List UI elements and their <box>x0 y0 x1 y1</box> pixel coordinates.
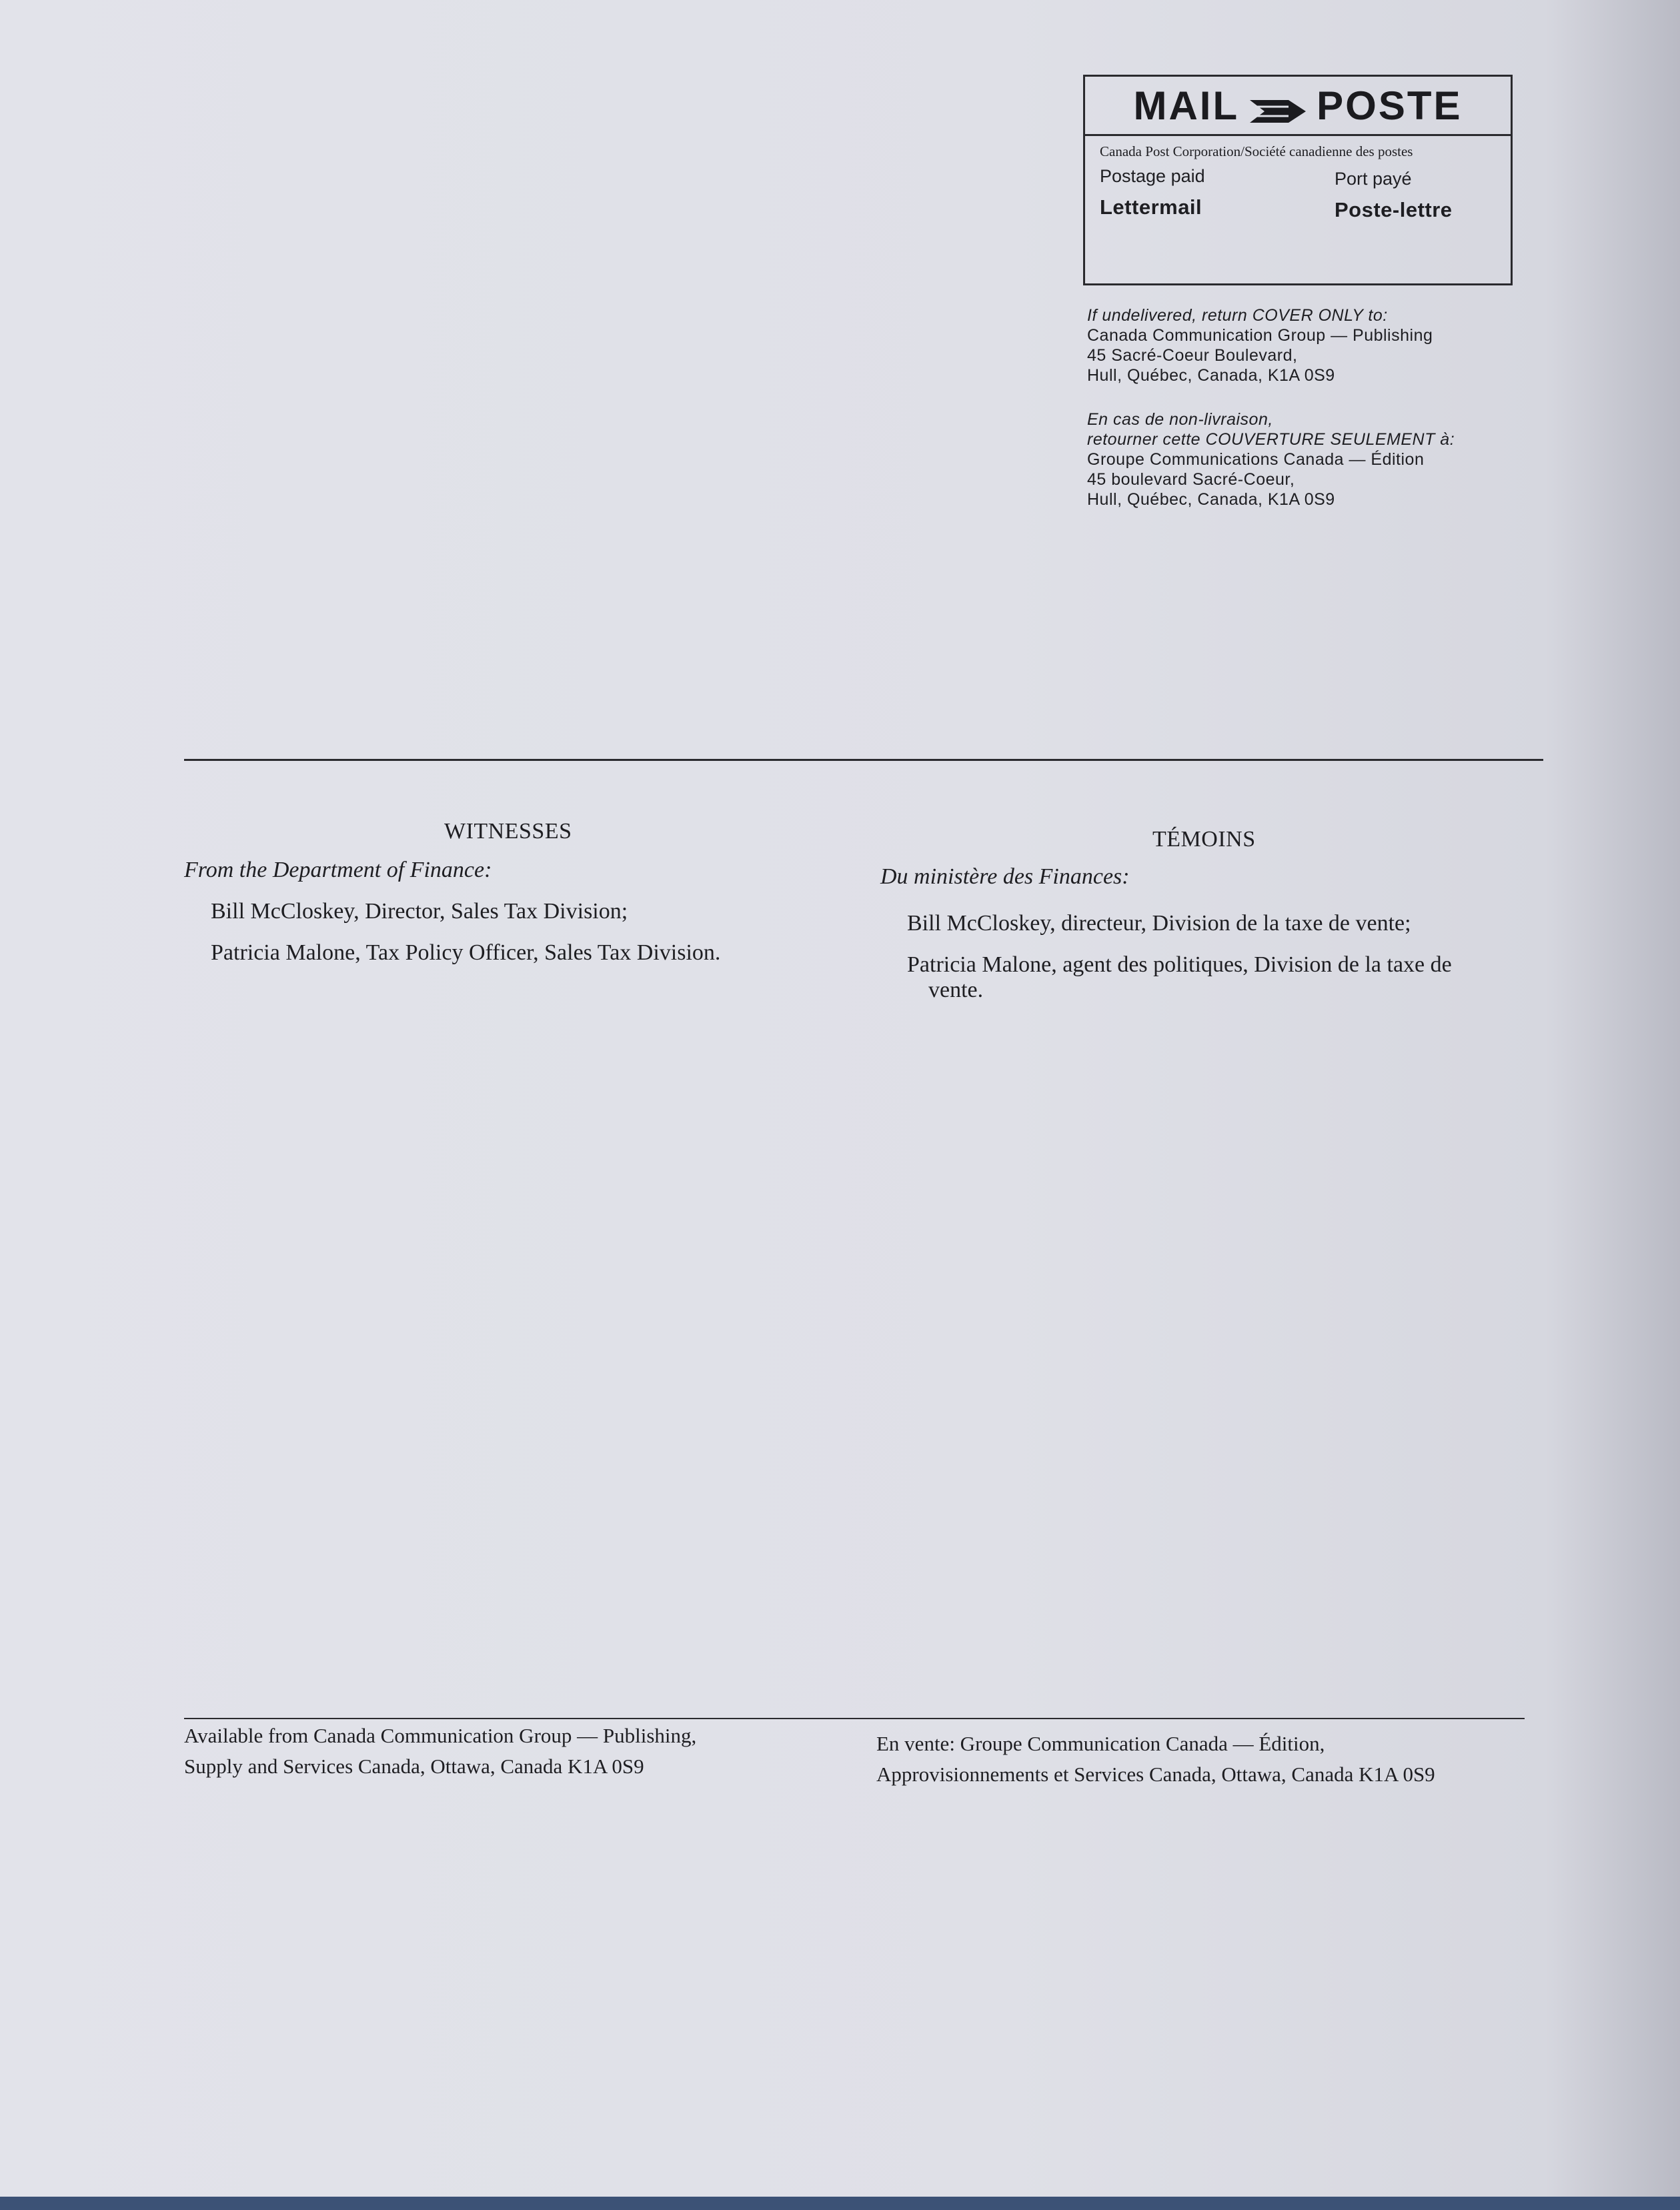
availability-line: Supply and Services Canada, Ottawa, Canada K1A 0S9 <box>184 1755 644 1778</box>
corporation-name: Canada Post Corporation/Société canadienne des postes <box>1100 143 1413 159</box>
poste-lettre-label: Poste-lettre <box>1335 198 1453 221</box>
bottom-edge-strip <box>0 2197 1680 2210</box>
lettermail-label: Lettermail <box>1100 195 1202 219</box>
postage-indicia <box>1083 75 1513 285</box>
witness-entry: Bill McCloskey, Director, Sales Tax Division; <box>211 899 628 924</box>
footer-divider <box>184 1718 1525 1719</box>
brand-poste: POSTE <box>1317 83 1463 128</box>
postage-paid-label: Postage paid <box>1100 166 1205 186</box>
availability-french <box>876 1729 1435 1790</box>
availability-english <box>184 1721 696 1782</box>
return-line: Groupe Communications Canada — Édition <box>1087 450 1425 469</box>
return-line: 45 boulevard Sacré-Coeur, <box>1087 470 1295 489</box>
witnesses-heading: WITNESSES <box>444 819 572 844</box>
return-address-english <box>1087 305 1433 385</box>
availability-line: En vente: Groupe Communication Canada — Édition, <box>876 1732 1325 1755</box>
return-instruction: If undelivered, return COVER ONLY to: <box>1087 306 1388 325</box>
return-instruction: En cas de non-livraison, <box>1087 410 1273 429</box>
temoin-entry: Bill McCloskey, directeur, Division de la taxe de vente; <box>907 911 1411 936</box>
temoins-heading: TÉMOINS <box>1152 827 1256 852</box>
mail-poste-banner <box>1085 77 1511 136</box>
port-paye-label: Port payé <box>1335 169 1412 189</box>
ministere-label: Du ministère des Finances: <box>880 864 1130 889</box>
return-line: Hull, Québec, Canada, K1A 0S9 <box>1087 490 1335 509</box>
availability-line: Approvisionnements et Services Canada, Ottawa, Canada K1A 0S9 <box>876 1763 1435 1786</box>
return-line: 45 Sacré-Coeur Boulevard, <box>1087 346 1298 365</box>
availability-line: Available from Canada Communication Group — Publishing, <box>184 1724 697 1747</box>
temoin-entry-continued: vente. <box>928 978 984 1002</box>
return-instruction: retourner cette COUVERTURE SEULEMENT à: <box>1087 430 1455 449</box>
canada-post-arrow-icon <box>1250 90 1306 121</box>
return-address-french <box>1087 409 1455 509</box>
return-line: Hull, Québec, Canada, K1A 0S9 <box>1087 366 1335 385</box>
section-divider <box>184 759 1543 761</box>
witness-entry: Patricia Malone, Tax Policy Officer, Sales Tax Division. <box>211 940 721 965</box>
return-line: Canada Communication Group — Publishing <box>1087 326 1433 345</box>
brand-mail: MAIL <box>1133 83 1240 128</box>
temoin-entry: Patricia Malone, agent des politiques, Division de la taxe de <box>907 952 1452 977</box>
department-label: From the Department of Finance: <box>184 858 492 882</box>
